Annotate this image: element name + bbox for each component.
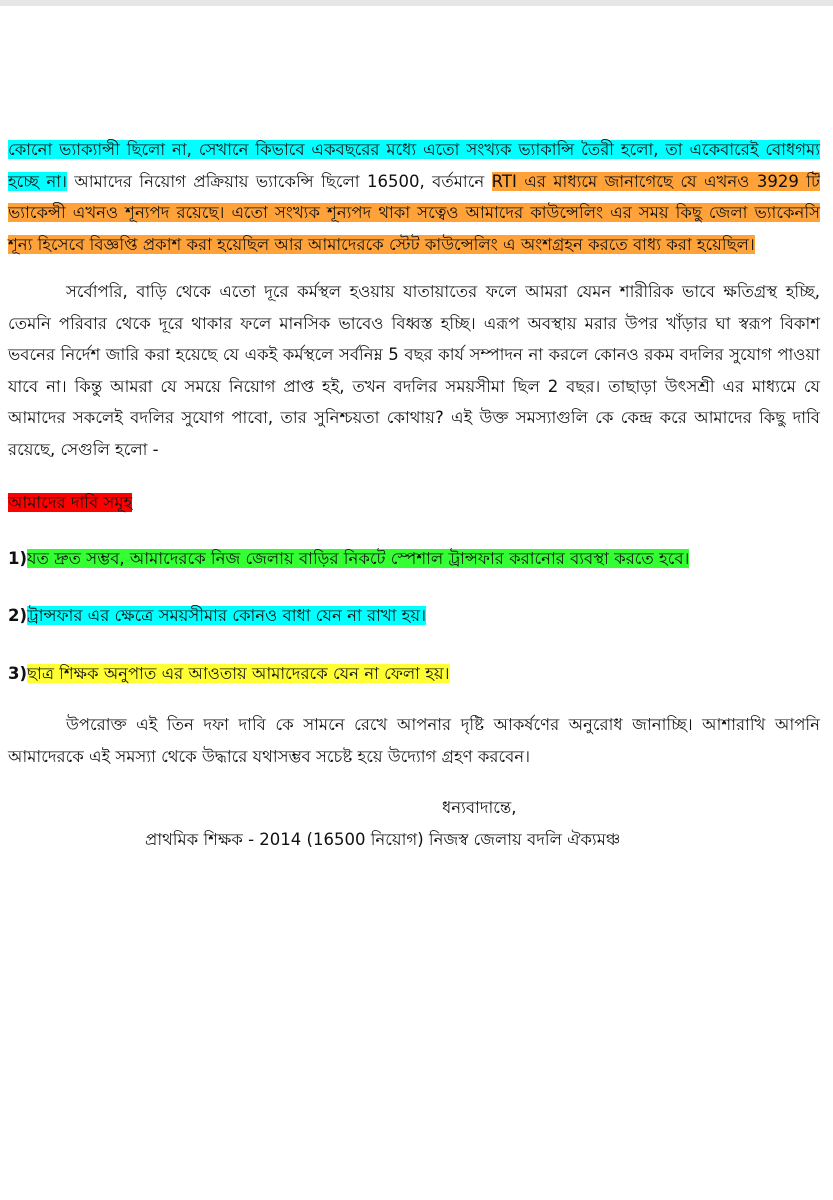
demand-item-3 xyxy=(8,658,820,690)
demand-text-3: ছাত্র শিক্ষক অনুপাত এর আওতায় আমাদেরকে যেন না ফেলা হয়। xyxy=(27,663,450,683)
demand-text-2: ট্রান্সফার এর ক্ষেত্রে সময়সীমার কোনও বাধা যেন না রাখা হয়। xyxy=(27,606,426,625)
page-top-edge xyxy=(0,0,833,6)
signoff-thanks: ধন্যবাদান্তে, xyxy=(442,798,517,817)
body-paragraph: সর্বোপরি, বাড়ি থেকে এতো দূরে কর্মস্থল হওয়ায় যাতায়াতের ফলে আমরা যেমন শারীরিক ভাবে ক্ষতিগ্রস্থ হচ্ছি, তেমনি পরিবার থেকে দূরে থাকার ফলে মানসিক ভাবেও বিধ্বস্ত হচ্ছি। এরূপ অবস্থায় মরার উপর খাঁড়ার ঘা স্বরূপ বিকাশ ভবনের নির্দেশ জারি করা হয়েছে যে একই কর্মস্থলে সর্বনিম্ন 5 বছর কার্য সম্পাদন না করলে কোনও রকম বদলির সুযোগ পাওয়া যাবে না। কিন্তু আমরা যে সময়ে নিয়োগ প্রাপ্ত হই, তখন বদলির সময়সীমা ছিল 2 বছর। তাছাড়া উৎসশ্রী এর মাধ্যমে যে আমাদের সকলেই বদলির সুযোগ পাবো, তার সুনিশ্চয়তা কোথায়? এই উক্ত সমস্যাগুলি কে কেন্দ্র করে আমাদের কিছু দাবি রয়েছে, সেগুলি হলো - xyxy=(8,282,820,459)
intro-plain-text: আমাদের নিয়োগ প্রক্রিয়ায় ভ্যাকেন্সি ছিলো 16500, বর্তমানে xyxy=(66,171,492,191)
demands-heading-highlight: আমাদের দাবি সমূহ xyxy=(8,493,133,512)
intro-orange-highlight: RTI এর মাধ্যমে জানাগেছে যে এখনও 3929 টি ভ্যাকেন্সী এখনও শূন্যপদ রয়েছে। এতো সংখ্যক শূন্যপদ থাকা সত্বেও আমাদের কাউন্সেলিং এর সময় কিছু জেলা ভ্যাকেনসি শূন্য হিসেবে বিজ্ঞপ্তি প্রকাশ করা হয়েছিল আর আমাদেরকে স্টেট কাউন্সেলিং এ অংশগ্রহন করতে বাধ্য করা হয়েছিল। xyxy=(8,171,821,254)
demand-text-1: যত দ্রুত সম্ভব, আমাদেরকে নিজ জেলায় বাড়ির নিকটে স্পেশাল ট্রান্সফার করানোর ব্যবস্থা করতে হবে। xyxy=(27,548,690,568)
letter-page xyxy=(8,134,820,855)
demands-heading xyxy=(8,487,820,519)
intro-cyan-highlight: কোনো ভ্যাক্যান্সী ছিলো না, সেখানে কিভাবে একবছরের মধ্যে এতো সংখ্যক ভ্যাকান্সি তৈরী হলো, তা একেবারেই বোধগম্য হচ্ছে না। xyxy=(8,140,820,191)
closing-paragraph: উপরোক্ত এই তিন দফা দাবি কে সামনে রেখে আপনার দৃষ্টি আকর্ষণের অনুরোধ জানাচ্ছি। আশারাখি আপনি আমাদেরকে এই সমস্যা থেকে উদ্ধারে যথাসম্ভব সচেষ্ট হয়ে উদ্যোগ গ্রহণ করবেন। xyxy=(8,715,820,766)
demand-number-1: 1) xyxy=(8,548,28,568)
demand-item-2 xyxy=(8,600,820,632)
intro-paragraph xyxy=(8,134,820,260)
demand-number-3: 3) xyxy=(8,663,28,683)
demand-item-1 xyxy=(8,543,820,575)
demand-number-2: 2) xyxy=(8,606,28,625)
signoff-organization: প্রাথমিক শিক্ষক - 2014 (16500 নিয়োগ) নিজস্ব জেলায় বদলি ঐক্যমঞ্চ xyxy=(145,829,621,849)
